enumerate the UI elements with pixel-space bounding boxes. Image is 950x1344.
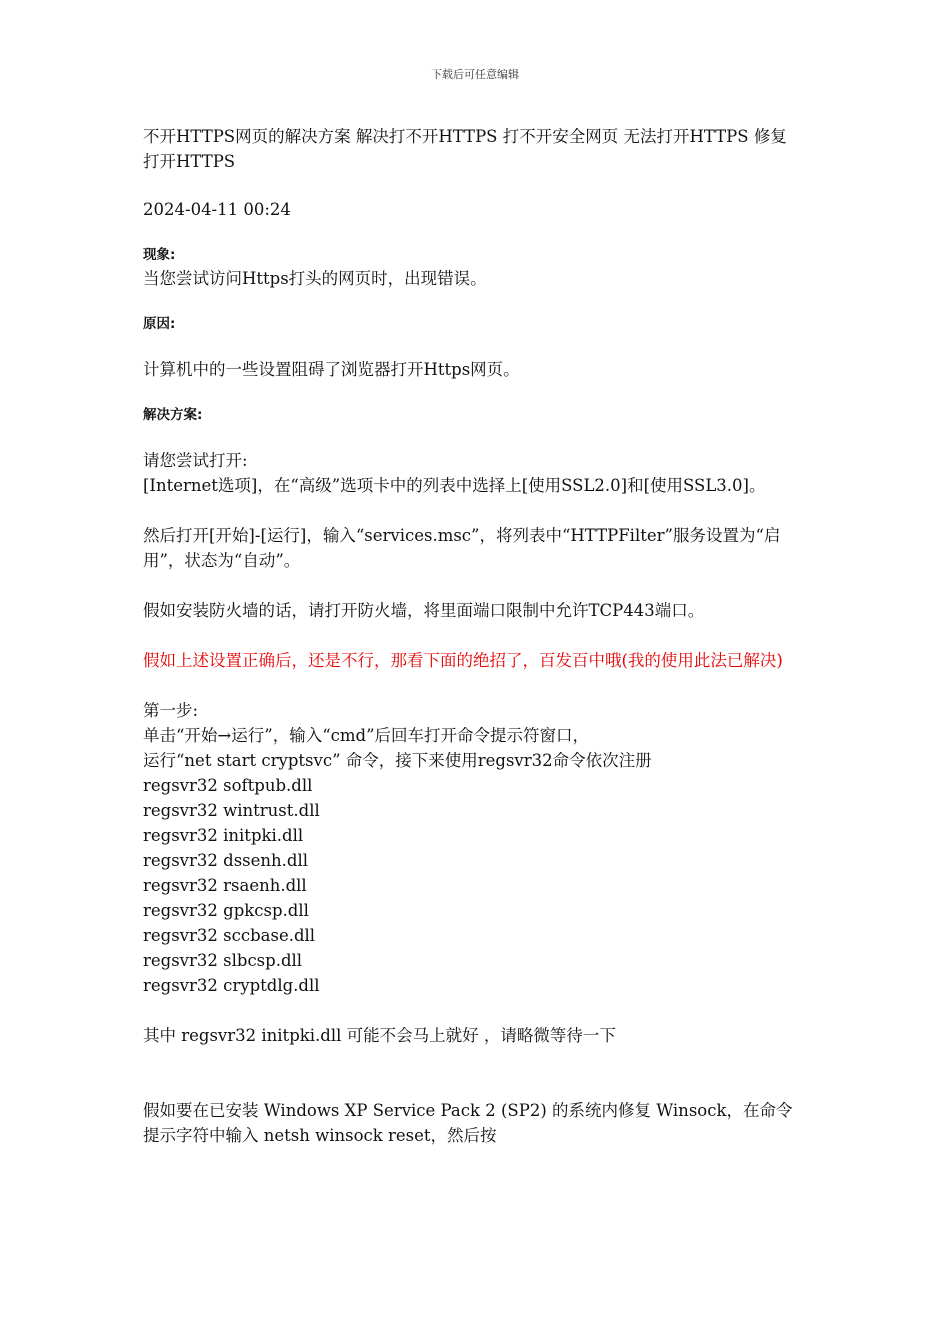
symptom-text: 当您尝试访问Https打头的网页时，出现错误。: [143, 269, 487, 288]
step1-line1: 单击“开始→运行”，输入“cmd”后回车打开命令提示符窗口，: [143, 726, 590, 745]
command-line: regsvr32 dssenh.dll: [143, 851, 309, 870]
solution-step-service: 然后打开[开始]-[运行]，输入“services.msc”，将列表中“HTTPFilter”服务设置为“启用”，状态为“自动”。: [143, 526, 781, 570]
page-header: 下载后可任意编辑: [431, 68, 519, 81]
article-body: [143, 124, 803, 1148]
command-line: regsvr32 softpub.dll: [143, 776, 313, 795]
step1-line2: 运行“net start cryptsvc” 命令，接下来使用regsvr32命令依次注册: [143, 751, 652, 770]
solution-step-firewall: 假如安装防火墙的话，请打开防火墙，将里面端口限制中允许TCP443端口。: [143, 601, 705, 620]
command-line: regsvr32 cryptdlg.dll: [143, 976, 320, 995]
solution-step-ie: [Internet选项]，在“高级”选项卡中的列表中选择上[使用SSL2.0]和[使用SSL3.0]。: [143, 476, 766, 495]
command-line: regsvr32 rsaenh.dll: [143, 876, 307, 895]
step1-label: 第一步:: [143, 701, 199, 720]
article-title: 不开HTTPS网页的解决方案 解决打不开HTTPS 打不开安全网页 无法打开HTTPS 修复打开HTTPS: [143, 127, 787, 171]
command-line: regsvr32 initpki.dll: [143, 826, 304, 845]
symptom-label: 现象:: [143, 247, 176, 263]
solution-intro: 请您尝试打开:: [143, 451, 248, 470]
command-line: regsvr32 slbcsp.dll: [143, 951, 303, 970]
cause-label: 原因:: [143, 316, 176, 332]
command-list: [143, 773, 803, 998]
cause-text: 计算机中的一些设置阻碍了浏览器打开Https网页。: [143, 360, 520, 379]
note-red: 假如上述设置正确后，还是不行，那看下面的绝招了，百发百中哦(我的使用此法已解决): [143, 651, 783, 670]
command-line: regsvr32 wintrust.dll: [143, 801, 320, 820]
winsock-text: 假如要在已安装 Windows XP Service Pack 2 (SP2) 的系统内修复 Winsock，在命令提示字符中输入 netsh winsock reset，然后按: [143, 1101, 793, 1145]
command-line: regsvr32 sccbase.dll: [143, 926, 316, 945]
solution-label: 解决方案:: [143, 407, 203, 423]
initpki-note: 其中 regsvr32 initpki.dll 可能不会马上就好 ，请略微等待一下: [143, 1026, 616, 1045]
article-date: 2024-04-11 00:24: [143, 200, 291, 219]
command-line: regsvr32 gpkcsp.dll: [143, 901, 309, 920]
